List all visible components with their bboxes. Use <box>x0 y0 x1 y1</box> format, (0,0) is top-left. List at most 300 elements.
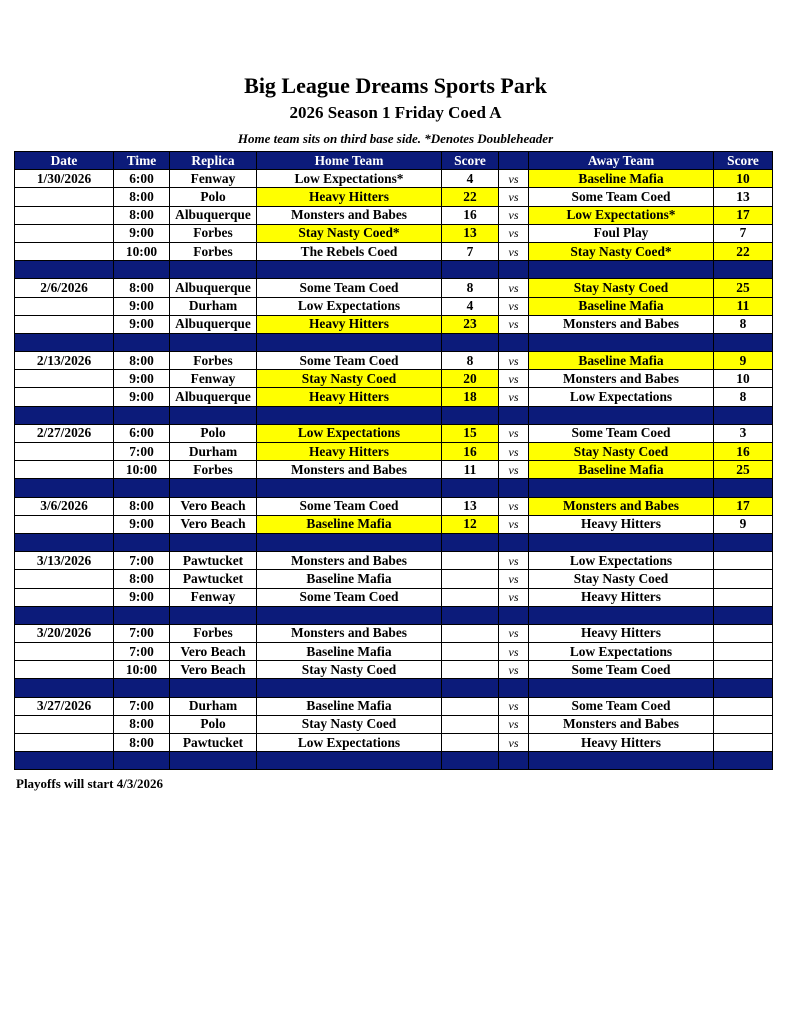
vs-cell: vs <box>499 297 529 315</box>
vs-cell: vs <box>499 206 529 224</box>
home-team-cell: Monsters and Babes <box>257 624 442 642</box>
col-header-home-score: Score <box>442 152 499 170</box>
vs-cell: vs <box>499 170 529 188</box>
time-cell: 8:00 <box>114 352 170 370</box>
separator-cell <box>442 333 499 351</box>
vs-cell: vs <box>499 661 529 679</box>
away-team-cell: Some Team Coed <box>529 661 714 679</box>
separator-cell <box>15 533 114 551</box>
vs-cell: vs <box>499 515 529 533</box>
away-score-cell: 10 <box>714 170 773 188</box>
time-cell: 7:00 <box>114 697 170 715</box>
replica-cell: Forbes <box>170 242 257 260</box>
away-team-cell: Low Expectations <box>529 552 714 570</box>
vs-cell: vs <box>499 352 529 370</box>
game-row <box>15 715 773 733</box>
vs-cell: vs <box>499 588 529 606</box>
home-score-cell: 23 <box>442 315 499 333</box>
home-score-cell <box>442 661 499 679</box>
separator-cell <box>499 479 529 497</box>
vs-cell: vs <box>499 388 529 406</box>
vs-cell: vs <box>499 570 529 588</box>
away-team-cell: Baseline Mafia <box>529 461 714 479</box>
separator-cell <box>714 606 773 624</box>
home-team-cell: Heavy Hitters <box>257 388 442 406</box>
home-team-cell: Low Expectations <box>257 424 442 442</box>
separator-cell <box>442 406 499 424</box>
separator-cell <box>170 533 257 551</box>
away-score-cell: 13 <box>714 188 773 206</box>
replica-cell: Vero Beach <box>170 497 257 515</box>
game-row <box>15 170 773 188</box>
home-score-cell: 15 <box>442 424 499 442</box>
away-score-cell <box>714 570 773 588</box>
away-team-cell: Foul Play <box>529 224 714 242</box>
replica-cell: Pawtucket <box>170 570 257 588</box>
vs-cell: vs <box>499 497 529 515</box>
away-team-cell: Low Expectations <box>529 388 714 406</box>
separator-cell <box>499 333 529 351</box>
separator-cell <box>714 261 773 279</box>
home-team-cell: Stay Nasty Coed* <box>257 224 442 242</box>
home-score-cell: 4 <box>442 297 499 315</box>
home-team-cell: Baseline Mafia <box>257 570 442 588</box>
separator-cell <box>442 261 499 279</box>
time-cell: 8:00 <box>114 715 170 733</box>
home-team-cell: Baseline Mafia <box>257 643 442 661</box>
season-subtitle: 2026 Season 1 Friday Coed A <box>289 103 502 122</box>
date-cell <box>15 315 114 333</box>
date-cell <box>15 443 114 461</box>
separator-cell <box>442 479 499 497</box>
home-score-cell <box>442 552 499 570</box>
away-score-cell: 25 <box>714 279 773 297</box>
away-score-cell <box>714 697 773 715</box>
time-cell: 7:00 <box>114 552 170 570</box>
vs-cell: vs <box>499 424 529 442</box>
home-team-cell: Heavy Hitters <box>257 315 442 333</box>
time-cell: 6:00 <box>114 170 170 188</box>
home-team-cell: Heavy Hitters <box>257 188 442 206</box>
home-team-cell: Heavy Hitters <box>257 443 442 461</box>
week-separator-row <box>15 606 773 624</box>
replica-cell: Vero Beach <box>170 515 257 533</box>
col-header-date: Date <box>15 152 114 170</box>
away-score-cell: 11 <box>714 297 773 315</box>
separator-cell <box>257 333 442 351</box>
vs-cell: vs <box>499 315 529 333</box>
separator-cell <box>714 333 773 351</box>
home-score-cell <box>442 697 499 715</box>
separator-cell <box>529 333 714 351</box>
vs-cell: vs <box>499 624 529 642</box>
col-header-replica: Replica <box>170 152 257 170</box>
separator-cell <box>499 679 529 697</box>
week-separator-row <box>15 479 773 497</box>
home-team-cell: Baseline Mafia <box>257 697 442 715</box>
home-score-cell: 12 <box>442 515 499 533</box>
separator-cell <box>257 533 442 551</box>
game-row <box>15 206 773 224</box>
separator-cell <box>257 752 442 770</box>
home-team-cell: Stay Nasty Coed <box>257 715 442 733</box>
time-cell: 9:00 <box>114 370 170 388</box>
vs-cell: vs <box>499 697 529 715</box>
replica-cell: Durham <box>170 443 257 461</box>
home-score-cell: 22 <box>442 188 499 206</box>
date-cell <box>15 388 114 406</box>
separator-cell <box>499 406 529 424</box>
home-score-cell: 18 <box>442 388 499 406</box>
separator-cell <box>114 752 170 770</box>
replica-cell: Pawtucket <box>170 552 257 570</box>
game-row <box>15 443 773 461</box>
away-team-cell: Heavy Hitters <box>529 588 714 606</box>
replica-cell: Fenway <box>170 370 257 388</box>
separator-cell <box>15 752 114 770</box>
separator-cell <box>257 606 442 624</box>
time-cell: 8:00 <box>114 497 170 515</box>
separator-cell <box>257 479 442 497</box>
game-row <box>15 370 773 388</box>
time-cell: 10:00 <box>114 461 170 479</box>
vs-cell: vs <box>499 370 529 388</box>
game-row <box>15 279 773 297</box>
away-team-cell: Monsters and Babes <box>529 315 714 333</box>
away-score-cell <box>714 643 773 661</box>
away-team-cell: Heavy Hitters <box>529 515 714 533</box>
home-team-cell: The Rebels Coed <box>257 242 442 260</box>
replica-cell: Polo <box>170 424 257 442</box>
separator-cell <box>15 406 114 424</box>
home-score-cell <box>442 734 499 752</box>
date-cell <box>15 715 114 733</box>
week-separator-row <box>15 533 773 551</box>
separator-cell <box>529 679 714 697</box>
vs-cell: vs <box>499 715 529 733</box>
time-cell: 7:00 <box>114 443 170 461</box>
date-cell: 3/6/2026 <box>15 497 114 515</box>
home-team-cell: Low Expectations <box>257 297 442 315</box>
date-cell <box>15 461 114 479</box>
separator-cell <box>499 606 529 624</box>
replica-cell: Forbes <box>170 624 257 642</box>
game-row <box>15 242 773 260</box>
game-row <box>15 461 773 479</box>
separator-cell <box>114 406 170 424</box>
date-cell <box>15 370 114 388</box>
home-score-cell: 13 <box>442 224 499 242</box>
date-cell: 2/13/2026 <box>15 352 114 370</box>
home-score-cell <box>442 715 499 733</box>
game-row <box>15 497 773 515</box>
vs-cell: vs <box>499 643 529 661</box>
playoffs-note: Playoffs will start 4/3/2026 <box>16 776 163 791</box>
home-score-cell <box>442 570 499 588</box>
date-cell: 2/6/2026 <box>15 279 114 297</box>
home-score-cell: 20 <box>442 370 499 388</box>
replica-cell: Durham <box>170 297 257 315</box>
home-score-cell <box>442 624 499 642</box>
home-score-cell: 13 <box>442 497 499 515</box>
separator-cell <box>529 479 714 497</box>
time-cell: 9:00 <box>114 297 170 315</box>
home-team-cell: Monsters and Babes <box>257 206 442 224</box>
time-cell: 10:00 <box>114 242 170 260</box>
separator-cell <box>114 533 170 551</box>
replica-cell: Vero Beach <box>170 661 257 679</box>
game-row <box>15 224 773 242</box>
col-header-away-score: Score <box>714 152 773 170</box>
vs-cell: vs <box>499 279 529 297</box>
away-score-cell: 7 <box>714 224 773 242</box>
home-team-cell: Some Team Coed <box>257 279 442 297</box>
game-row <box>15 570 773 588</box>
separator-cell <box>170 679 257 697</box>
separator-cell <box>257 679 442 697</box>
date-cell: 3/27/2026 <box>15 697 114 715</box>
date-cell <box>15 643 114 661</box>
table-header-row <box>15 152 773 170</box>
home-team-cell: Monsters and Babes <box>257 461 442 479</box>
vs-cell: vs <box>499 734 529 752</box>
away-team-cell: Heavy Hitters <box>529 734 714 752</box>
week-separator-row <box>15 333 773 351</box>
time-cell: 10:00 <box>114 661 170 679</box>
away-team-cell: Baseline Mafia <box>529 297 714 315</box>
away-team-cell: Monsters and Babes <box>529 497 714 515</box>
time-cell: 8:00 <box>114 570 170 588</box>
home-team-cell: Some Team Coed <box>257 497 442 515</box>
home-score-cell: 7 <box>442 242 499 260</box>
game-row <box>15 424 773 442</box>
separator-cell <box>15 606 114 624</box>
away-team-cell: Monsters and Babes <box>529 370 714 388</box>
time-cell: 9:00 <box>114 388 170 406</box>
date-cell: 3/13/2026 <box>15 552 114 570</box>
time-cell: 8:00 <box>114 206 170 224</box>
page-title: Big League Dreams Sports Park <box>244 73 547 98</box>
away-score-cell: 25 <box>714 461 773 479</box>
game-row <box>15 297 773 315</box>
week-separator-row <box>15 752 773 770</box>
time-cell: 7:00 <box>114 643 170 661</box>
replica-cell: Polo <box>170 188 257 206</box>
home-team-cell: Stay Nasty Coed <box>257 661 442 679</box>
away-score-cell <box>714 734 773 752</box>
date-cell: 3/20/2026 <box>15 624 114 642</box>
replica-cell: Albuquerque <box>170 388 257 406</box>
week-separator-row <box>15 406 773 424</box>
time-cell: 9:00 <box>114 315 170 333</box>
date-cell: 2/27/2026 <box>15 424 114 442</box>
vs-cell: vs <box>499 224 529 242</box>
date-cell <box>15 242 114 260</box>
separator-cell <box>257 261 442 279</box>
week-separator-row <box>15 679 773 697</box>
home-team-cell: Baseline Mafia <box>257 515 442 533</box>
away-score-cell: 17 <box>714 497 773 515</box>
col-header-time: Time <box>114 152 170 170</box>
home-score-cell: 16 <box>442 206 499 224</box>
date-cell <box>15 224 114 242</box>
separator-cell <box>442 606 499 624</box>
away-team-cell: Baseline Mafia <box>529 352 714 370</box>
separator-cell <box>714 479 773 497</box>
separator-cell <box>442 752 499 770</box>
away-team-cell: Some Team Coed <box>529 424 714 442</box>
vs-cell: vs <box>499 443 529 461</box>
replica-cell: Forbes <box>170 352 257 370</box>
date-cell: 1/30/2026 <box>15 170 114 188</box>
away-team-cell: Baseline Mafia <box>529 170 714 188</box>
separator-cell <box>257 406 442 424</box>
home-score-cell: 16 <box>442 443 499 461</box>
col-header-vs <box>499 152 529 170</box>
home-team-cell: Stay Nasty Coed <box>257 370 442 388</box>
col-header-home-team: Home Team <box>257 152 442 170</box>
game-row <box>15 315 773 333</box>
away-score-cell: 10 <box>714 370 773 388</box>
separator-cell <box>170 406 257 424</box>
separator-cell <box>15 679 114 697</box>
vs-cell: vs <box>499 552 529 570</box>
separator-cell <box>114 261 170 279</box>
time-cell: 8:00 <box>114 279 170 297</box>
separator-cell <box>15 333 114 351</box>
home-score-cell: 11 <box>442 461 499 479</box>
date-cell <box>15 661 114 679</box>
separator-cell <box>529 406 714 424</box>
separator-cell <box>114 333 170 351</box>
away-score-cell: 8 <box>714 315 773 333</box>
game-row <box>15 352 773 370</box>
replica-cell: Fenway <box>170 170 257 188</box>
home-team-cell: Low Expectations* <box>257 170 442 188</box>
separator-cell <box>529 533 714 551</box>
time-cell: 8:00 <box>114 734 170 752</box>
replica-cell: Albuquerque <box>170 315 257 333</box>
replica-cell: Pawtucket <box>170 734 257 752</box>
replica-cell: Albuquerque <box>170 206 257 224</box>
separator-cell <box>15 261 114 279</box>
away-team-cell: Stay Nasty Coed <box>529 443 714 461</box>
replica-cell: Forbes <box>170 224 257 242</box>
replica-cell: Durham <box>170 697 257 715</box>
separator-cell <box>529 261 714 279</box>
schedule-body <box>15 170 773 770</box>
replica-cell: Fenway <box>170 588 257 606</box>
replica-cell: Albuquerque <box>170 279 257 297</box>
away-team-cell: Some Team Coed <box>529 697 714 715</box>
away-team-cell: Low Expectations* <box>529 206 714 224</box>
schedule-table <box>14 151 773 770</box>
separator-cell <box>499 533 529 551</box>
separator-cell <box>499 261 529 279</box>
away-score-cell: 9 <box>714 515 773 533</box>
separator-cell <box>170 333 257 351</box>
away-team-cell: Stay Nasty Coed* <box>529 242 714 260</box>
time-cell: 9:00 <box>114 224 170 242</box>
home-score-cell: 8 <box>442 352 499 370</box>
home-team-cell: Some Team Coed <box>257 352 442 370</box>
separator-cell <box>170 752 257 770</box>
away-team-cell: Some Team Coed <box>529 188 714 206</box>
away-score-cell: 8 <box>714 388 773 406</box>
date-cell <box>15 515 114 533</box>
date-cell <box>15 188 114 206</box>
away-score-cell: 16 <box>714 443 773 461</box>
separator-cell <box>170 479 257 497</box>
separator-cell <box>170 606 257 624</box>
game-row <box>15 697 773 715</box>
time-cell: 7:00 <box>114 624 170 642</box>
home-team-cell: Low Expectations <box>257 734 442 752</box>
game-row <box>15 388 773 406</box>
replica-cell: Forbes <box>170 461 257 479</box>
date-cell <box>15 588 114 606</box>
vs-cell: vs <box>499 188 529 206</box>
col-header-away-team: Away Team <box>529 152 714 170</box>
separator-cell <box>714 679 773 697</box>
game-row <box>15 624 773 642</box>
date-cell <box>15 297 114 315</box>
away-score-cell <box>714 552 773 570</box>
separator-cell <box>442 533 499 551</box>
replica-cell: Polo <box>170 715 257 733</box>
vs-cell: vs <box>499 242 529 260</box>
vs-cell: vs <box>499 461 529 479</box>
date-cell <box>15 206 114 224</box>
away-score-cell <box>714 588 773 606</box>
replica-cell: Vero Beach <box>170 643 257 661</box>
schedule-note: Home team sits on third base side. *Denotes Doubleheader <box>237 131 554 146</box>
away-score-cell: 9 <box>714 352 773 370</box>
away-team-cell: Stay Nasty Coed <box>529 279 714 297</box>
game-row <box>15 734 773 752</box>
away-score-cell: 3 <box>714 424 773 442</box>
separator-cell <box>529 752 714 770</box>
away-team-cell: Stay Nasty Coed <box>529 570 714 588</box>
time-cell: 8:00 <box>114 188 170 206</box>
week-separator-row <box>15 261 773 279</box>
date-cell <box>15 734 114 752</box>
separator-cell <box>714 533 773 551</box>
separator-cell <box>15 479 114 497</box>
separator-cell <box>114 679 170 697</box>
separator-cell <box>714 752 773 770</box>
time-cell: 6:00 <box>114 424 170 442</box>
away-team-cell: Low Expectations <box>529 643 714 661</box>
game-row <box>15 588 773 606</box>
time-cell: 9:00 <box>114 515 170 533</box>
away-score-cell <box>714 661 773 679</box>
home-team-cell: Monsters and Babes <box>257 552 442 570</box>
separator-cell <box>529 606 714 624</box>
home-score-cell <box>442 643 499 661</box>
away-team-cell: Heavy Hitters <box>529 624 714 642</box>
home-score-cell: 4 <box>442 170 499 188</box>
separator-cell <box>114 606 170 624</box>
separator-cell <box>170 261 257 279</box>
game-row <box>15 661 773 679</box>
away-score-cell <box>714 715 773 733</box>
away-team-cell: Monsters and Babes <box>529 715 714 733</box>
time-cell: 9:00 <box>114 588 170 606</box>
game-row <box>15 515 773 533</box>
away-score-cell <box>714 624 773 642</box>
away-score-cell: 22 <box>714 242 773 260</box>
